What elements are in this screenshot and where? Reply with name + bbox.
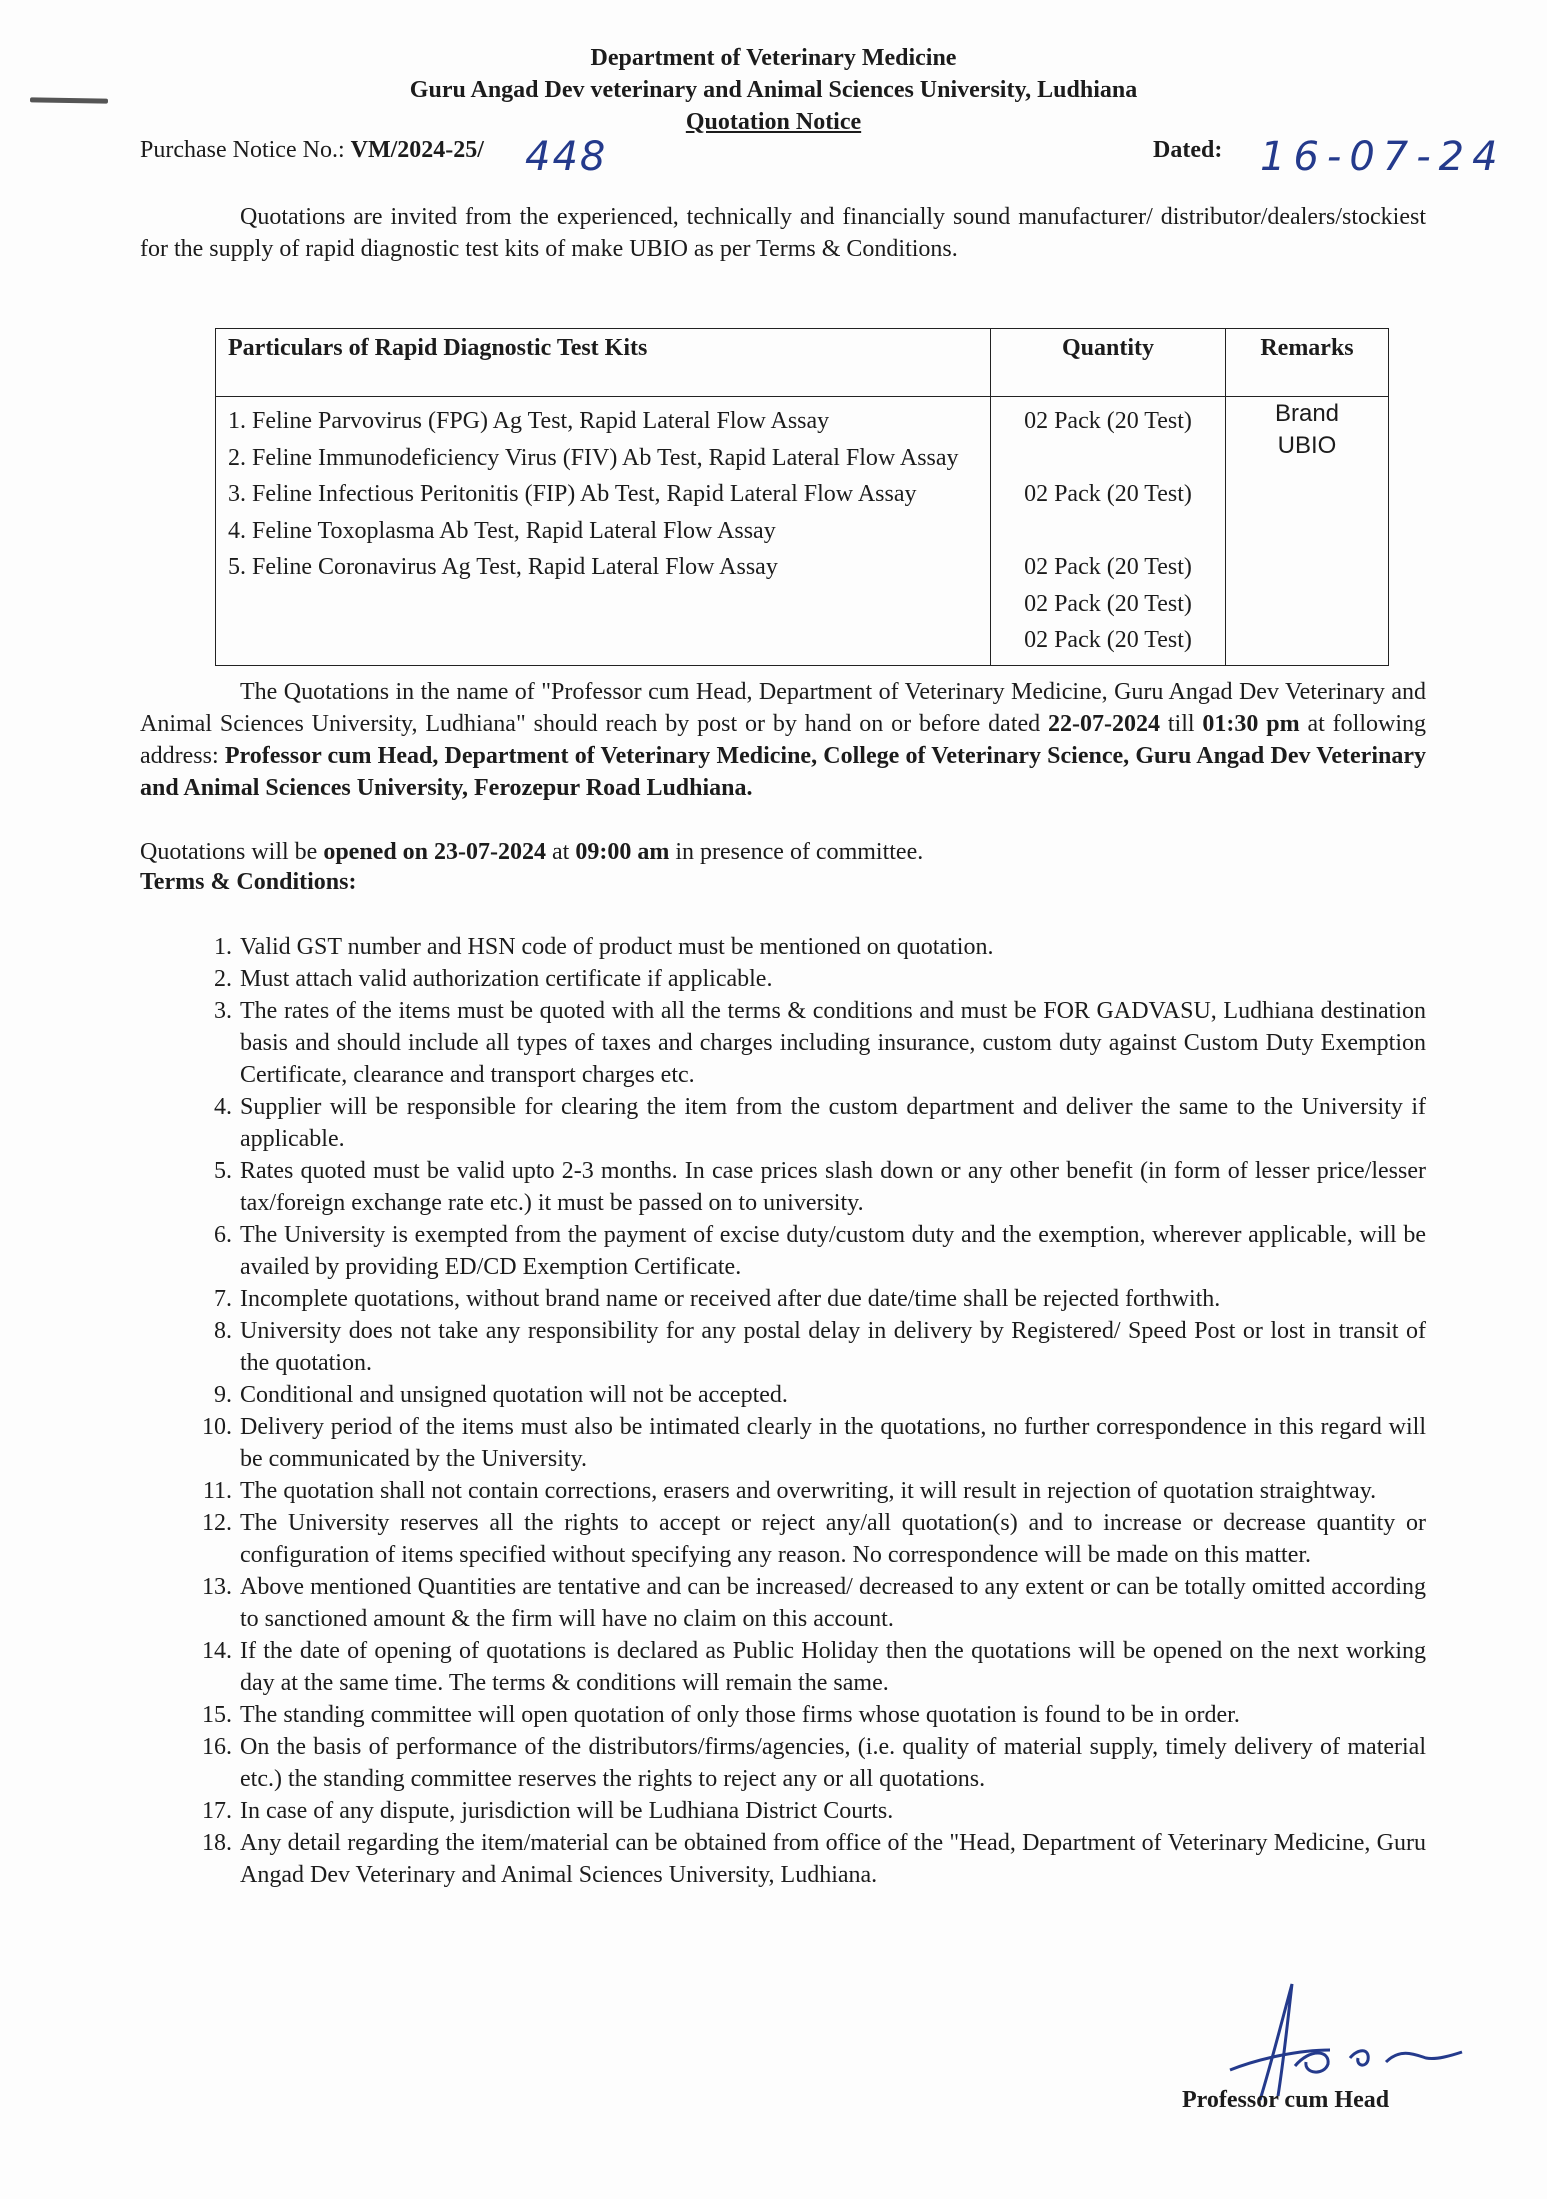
kit-item: 3. Feline Infectious Peritonitis (FIP) Ab Test, Rapid Lateral Flow Assay [228, 481, 917, 507]
term-item: 11. The quotation shall not contain corrections, erasers and overwriting, it will result in rejection of quotation straightway. [202, 1478, 1377, 1504]
opening-text: in presence of committee. [669, 839, 924, 865]
term-text: The quotation shall not contain corrections, erasers and overwriting, it will result in rejection of quotation straightway. [240, 1478, 1377, 1504]
term-item: 2. Must attach valid authorization certificate if applicable. [214, 966, 773, 992]
term-item: 3. The rates of the items must be quoted with all the terms & conditions and must be FOR GADVASU, Ludhiana destination basis and should include all types of taxes and charges including insurance, custom duty against Custom Duty Exemption Certificate, clearance and transport charges etc. [214, 998, 1426, 1088]
term-item: 4. Supplier will be responsible for clearing the item from the custom department and deliver the same to the University if applicable. [214, 1094, 1426, 1152]
remarks-line: Brand [1274, 400, 1340, 427]
term-item: 9. Conditional and unsigned quotation will not be accepted. [214, 1382, 788, 1408]
opening-text: at [546, 839, 576, 865]
kit-item: 4. Feline Toxoplasma Ab Test, Rapid Lateral Flow Assay [228, 517, 776, 544]
term-text: In case of any dispute, jurisdiction will be Ludhiana District Courts. [240, 1798, 894, 1824]
term-text: Incomplete quotations, without brand name or received after due date/time shall be rejected forthwith. [240, 1286, 1221, 1312]
column-header-quantity: Quantity [991, 329, 1226, 397]
term-item: 13. Above mentioned Quantities are tentative and can be increased/ decreased to any extent or can be totally omitted according to sanctioned amount & the firm will have no claim on this account. [202, 1574, 1426, 1632]
quantity-value: 02 Pack (20 Test) [1024, 590, 1192, 617]
deadline-date: 22-07-2024 [1048, 711, 1160, 737]
opening-date: opened on 23-07-2024 [323, 839, 547, 865]
term-text: On the basis of performance of the distributors/firms/agencies, (i.e. quality of material supply, timely delivery of material etc.) the standing committee reserves the rights to reject any or all quotations. [240, 1734, 1426, 1792]
term-text: Delivery period of the items must also be intimated clearly in the quotations, no further correspondence in this regard will be communicated by the University. [240, 1414, 1426, 1472]
kit-item: 5. Feline Coronavirus Ag Test, Rapid Lateral Flow Assay [228, 554, 778, 580]
term-item: 1. Valid GST number and HSN code of product must be mentioned on quotation. [214, 934, 994, 960]
handwritten-notice-number: 448 [525, 134, 608, 180]
term-text: If the date of opening of quotations is declared as Public Holiday then the quotations will be opened on the next working day at the same time. The terms & conditions will remain the same. [240, 1638, 1426, 1696]
university-name: Guru Angad Dev veterinary and Animal Sciences University, Ludhiana [409, 77, 1138, 103]
column-header-remarks: Remarks [1226, 329, 1389, 397]
term-text: Conditional and unsigned quotation will not be accepted. [240, 1382, 788, 1408]
handwritten-date: 16-07-24 [1260, 134, 1506, 180]
term-item: 14. If the date of opening of quotations is declared as Public Holiday then the quotations will be opened on the next working day at the same time. The terms & conditions will remain the same. [202, 1638, 1426, 1696]
letterhead [0, 42, 1547, 138]
term-item: 6. The University is exempted from the payment of excise duty/custom duty and the exemption, wherever applicable, will be availed by providing ED/CD Exemption Certificate. [214, 1222, 1426, 1280]
submission-paragraph [140, 676, 1426, 804]
term-text: The rates of the items must be quoted with all the terms & conditions and must be FOR GADVASU, Ludhiana destination basis and should include all types of taxes and charges including insurance, custom duty against Custom Duty Exemption Certificate, clearance and transport charges etc. [240, 998, 1426, 1088]
intro-paragraph: Quotations are invited from the experienced, technically and financially sound manufacturer/ distributor/dealers/stockiest for the supply of rapid diagnostic test kits of make UBIO as per Terms & Conditions. [140, 204, 1426, 262]
term-item: 15. The standing committee will open quotation of only those firms whose quotation is found to be in order. [202, 1702, 1240, 1728]
quantity-value: 02 Pack (20 Test) [1024, 481, 1192, 507]
term-item: 16. On the basis of performance of the distributors/firms/agencies, (i.e. quality of material supply, timely delivery of material etc.) the standing committee reserves the rights to reject any or all quotations. [202, 1734, 1426, 1792]
opening-paragraph [140, 836, 1426, 868]
submission-address: Professor cum Head, Department of Veterinary Medicine, College of Veterinary Science, Guru Angad Dev Veterinary and Animal Sciences University, Ferozepur Road Ludhiana. [140, 743, 1426, 801]
term-text: Any detail regarding the item/material can be obtained from office of the "Head, Department of Veterinary Medicine, Guru Angad Dev Veterinary and Animal Sciences University, Ludhiana. [240, 1830, 1426, 1888]
table-header-row [216, 329, 1389, 397]
term-text: Rates quoted must be valid upto 2-3 months. In case prices slash down or any other benefit (in form of lesser price/lesser tax/foreign exchange rate etc.) it must be passed on to university. [240, 1158, 1426, 1216]
kit-item: 1. Feline Parvovirus (FPG) Ag Test, Rapid Lateral Flow Assay [228, 408, 830, 434]
term-text: Supplier will be responsible for clearing the item from the custom department and deliver the same to the University if applicable. [240, 1094, 1426, 1152]
table-row [216, 397, 1389, 666]
submission-text: at following address: [140, 711, 1426, 769]
term-text: Above mentioned Quantities are tentative and can be increased/ decreased to any extent or can be totally omitted according to sanctioned amount & the firm will have no claim on this account. [240, 1574, 1426, 1632]
term-item: 17. In case of any dispute, jurisdiction will be Ludhiana District Courts. [202, 1798, 894, 1824]
remarks-cell [1226, 397, 1389, 666]
terms-heading: Terms & Conditions: [140, 869, 357, 895]
term-text: The University is exempted from the payment of excise duty/custom duty and the exemption, wherever applicable, will be availed by providing ED/CD Exemption Certificate. [240, 1222, 1426, 1280]
quantity-value: 02 Pack (20 Test) [1024, 627, 1192, 653]
remarks-line: UBIO [1277, 432, 1337, 459]
term-text: The University reserves all the rights to accept or reject any/all quotation(s) and to increase or decrease quantity or configuration of items specified without specifying any reason. No correspondence will be made on this matter. [240, 1510, 1426, 1568]
quantity-value: 02 Pack (20 Test) [1024, 408, 1192, 434]
notice-title: Quotation Notice [685, 109, 862, 135]
notice-number-label: Purchase Notice No.: [140, 137, 345, 163]
particulars-cell [216, 397, 991, 666]
term-item: 10. Delivery period of the items must also be intimated clearly in the quotations, no further correspondence in this regard will be communicated by the University. [202, 1414, 1426, 1472]
dated-label: Dated: [1153, 137, 1223, 163]
term-item: 5. Rates quoted must be valid upto 2-3 months. In case prices slash down or any other benefit (in form of lesser price/lesser tax/foreign exchange rate etc.) it must be passed on to university. [214, 1158, 1426, 1216]
quantity-cell [991, 397, 1226, 666]
department-name: Department of Veterinary Medicine [590, 45, 957, 71]
terms-list [140, 931, 1426, 1891]
submission-text: The Quotations in the name of "Professor cum Head, Department of Veterinary Medicine, Guru Angad Dev Veterinary and Animal Sciences University, Ludhiana" should reach by post or by hand on or before dated [140, 679, 1426, 737]
quantity-value: 02 Pack (20 Test) [1024, 554, 1192, 580]
opening-time: 09:00 am [575, 839, 670, 865]
term-item: 12. The University reserves all the rights to accept or reject any/all quotation(s) and to increase or decrease quantity or configuration of items specified without specifying any reason. No correspondence will be made on this matter. [202, 1510, 1426, 1568]
signatory-title: Professor cum Head [1182, 2087, 1390, 2113]
term-text: The standing committee will open quotation of only those firms whose quotation is found to be in order. [240, 1702, 1240, 1728]
deadline-time: 01:30 pm [1202, 711, 1300, 737]
term-text: Must attach valid authorization certificate if applicable. [240, 966, 773, 992]
submission-text: till [1160, 711, 1203, 737]
term-text: Valid GST number and HSN code of product must be mentioned on quotation. [240, 934, 994, 960]
purchase-notice-number [140, 137, 484, 164]
term-item: 18. Any detail regarding the item/material can be obtained from office of the "Head, Department of Veterinary Medicine, Guru Angad Dev Veterinary and Animal Sciences University, Ludhiana. [202, 1830, 1426, 1888]
test-kits-table [215, 328, 1389, 666]
term-item: 8. University does not take any responsibility for any postal delay in delivery by Registered/ Speed Post or lost in transit of the quotation. [214, 1318, 1426, 1376]
column-header-particulars: Particulars of Rapid Diagnostic Test Kits [216, 329, 991, 397]
notice-number-value: VM/2024-25/ [350, 137, 484, 163]
term-item: 7. Incomplete quotations, without brand name or received after due date/time shall be rejected forthwith. [214, 1286, 1221, 1312]
kit-item: 2. Feline Immunodeficiency Virus (FIV) Ab Test, Rapid Lateral Flow Assay [228, 444, 959, 471]
term-text: University does not take any responsibility for any postal delay in delivery by Registered/ Speed Post or lost in transit of the quotation. [240, 1318, 1426, 1376]
opening-text: Quotations will be [140, 839, 324, 865]
